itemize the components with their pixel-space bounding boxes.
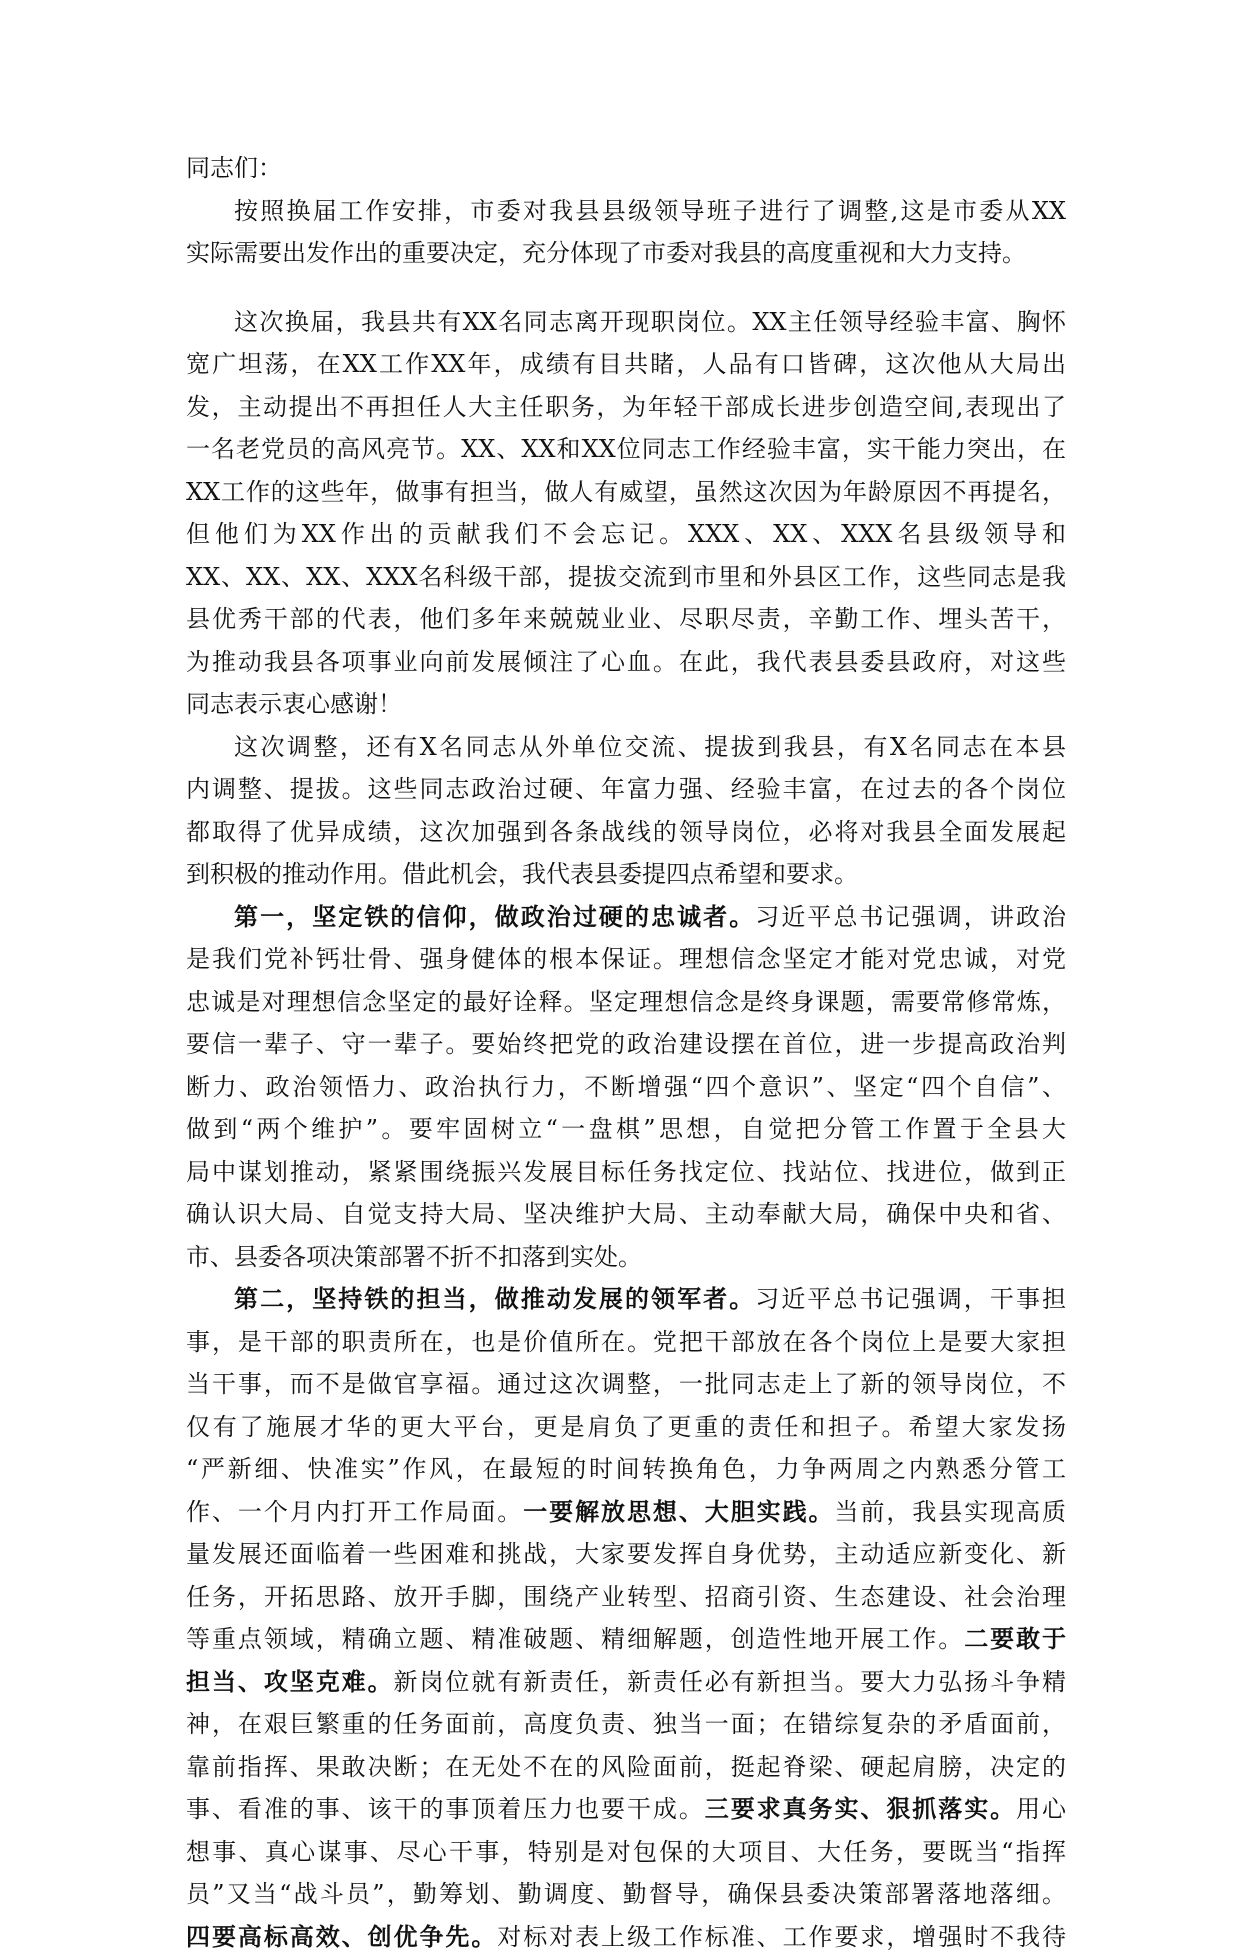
text-line: 内调整、提拔。这些同志政治过硬、年富力强、经验丰富，在过去的各个岗位 xyxy=(186,775,1066,803)
text-line: 为推动我县各项事业向前发展倾注了心血。在此，我代表县委县政府，对这些 xyxy=(186,647,1066,676)
bold-heading-run: 担当、攻坚克难。 xyxy=(186,1666,394,1696)
bold-heading-run: 第一，坚定铁的信仰，做政治过硬的忠诚者。 xyxy=(234,901,756,931)
text-line xyxy=(186,1662,1066,1702)
text-line: XX工作的这些年，做事有担当，做人有威望，虽然这次因为年龄原因不再提名， xyxy=(186,477,1066,506)
bold-heading-run: 第二，坚持铁的担当，做推动发展的领军者。 xyxy=(234,1284,756,1313)
text-line: 要信一辈子、守一辈子。要始终把党的政治建设摆在首位，进一步提高政治判 xyxy=(186,1030,1066,1058)
text-line: 断力、政治领悟力、政治执行力，不断增强“四个意识”、坚定“四个自信”、 xyxy=(186,1072,1066,1101)
text-line: 但他们为XX作出的贡献我们不会忘记。XXX、XX、XXX名县级领导和 xyxy=(186,520,1066,548)
text-line: 想事、真心谋事、尽心干事，特别是对包保的大项目、大任务，要既当“指挥 xyxy=(186,1837,1066,1866)
text-line: 仅有了施展才华的更大平台，更是肩负了更重的责任和担子。希望大家发扬 xyxy=(186,1412,1066,1441)
text-run: 新岗位就有新责任，新责任必有新担当。要大力弘扬斗争精 xyxy=(393,1667,1066,1696)
text-run: 当前，我县实现高质 xyxy=(834,1497,1066,1526)
bold-heading-run: 一要解放思想、大胆实践。 xyxy=(523,1496,835,1526)
text-line: 员”又当“战斗员”，勤筹划、勤调度、勤督导，确保县委决策部署落地落细。 xyxy=(186,1880,1066,1908)
text-line xyxy=(186,1917,1066,1957)
bold-heading-run: 四要高标高效、创优争先。 xyxy=(186,1921,498,1951)
text-line xyxy=(234,897,1066,937)
text-run: 习近平总书记强调，干事担 xyxy=(755,1285,1066,1313)
text-line: “严新细、快准实”作风，在最短的时间转换角色，力争两周之内熟悉分管工 xyxy=(186,1455,1066,1483)
text-line: 任务，开拓思路、放开手脚，围绕产业转型、招商引资、生态建设、社会治理 xyxy=(186,1582,1066,1611)
text-line: 同志表示衷心感谢！ xyxy=(186,690,402,718)
text-line: 市、县委各项决策部署不折不扣落到实处。 xyxy=(186,1242,642,1271)
text-run: 用心 xyxy=(1016,1795,1066,1823)
text-line xyxy=(234,1279,1066,1319)
text-run: 等重点领域，精确立题、精准破题、精细解题，创造性地开展工作。 xyxy=(186,1625,965,1653)
text-line: 忠诚是对理想信念坚定的最好诠释。坚定理想信念是终身课题，需要常修常炼， xyxy=(186,987,1066,1016)
text-line xyxy=(186,1492,1066,1532)
text-line: 这次调整，还有X名同志从外单位交流、提拔到我县，有X名同志在本县 xyxy=(234,732,1066,761)
text-line: XX、XX、XX、XXX名科级干部，提拔交流到市里和外县区工作，这些同志是我 xyxy=(186,562,1066,591)
text-line: 做到“两个维护”。要牢固树立“一盘棋”思想，自觉把分管工作置于全县大 xyxy=(186,1115,1066,1143)
text-line: 量发展还面临着一些困难和挑战，大家要发挥自身优势，主动适应新变化、新 xyxy=(186,1540,1066,1568)
bold-heading-run: 三要求真务实、狠抓落实。 xyxy=(704,1794,1017,1823)
text-line: 发，主动提出不再担任人大主任职务，为年轻干部成长进步创造空间,表现出了 xyxy=(186,392,1066,421)
text-run: 对标对表上级工作标准、工作要求，增强时不我待 xyxy=(497,1922,1066,1951)
text-line: 按照换届工作安排，市委对我县县级领导班子进行了调整,这是市委从XX xyxy=(234,196,1066,225)
text-line: 都取得了优异成绩，这次加强到各条战线的领导岗位，必将对我县全面发展起 xyxy=(186,817,1066,846)
text-run: 习近平总书记强调，讲政治 xyxy=(755,902,1066,931)
text-line: 实际需要出发作出的重要决定，充分体现了市委对我县的高度重视和大力支持。 xyxy=(186,239,1026,267)
text-line: 一名老党员的高风亮节。XX、XX和XX位同志工作经验丰富，实干能力突出，在 xyxy=(186,435,1066,463)
text-line: 局中谋划推动，紧紧围绕振兴发展目标任务找定位、找站位、找进位，做到正 xyxy=(186,1157,1066,1186)
text-line: 靠前指挥、果敢决断；在无处不在的风险面前，挺起脊梁、硬起肩膀，决定的 xyxy=(186,1752,1066,1781)
text-line: 县优秀干部的代表，他们多年来兢兢业业、尽职尽责，辛勤工作、埋头苦干， xyxy=(186,605,1066,633)
text-line: 这次换届，我县共有XX名同志离开现职岗位。XX主任领导经验丰富、胸怀 xyxy=(234,307,1066,336)
text-line: 是我们党补钙壮骨、强身健体的根本保证。理想信念坚定才能对党忠诚，对党 xyxy=(186,945,1066,973)
text-line: 同志们： xyxy=(186,154,282,182)
text-run: 事、看准的事、该干的事顶着压力也要干成。 xyxy=(186,1795,705,1823)
text-line: 当干事，而不是做官享福。通过这次调整，一批同志走上了新的领导岗位，不 xyxy=(186,1370,1066,1398)
text-line: 到积极的推动作用。借此机会，我代表县委提四点希望和要求。 xyxy=(186,860,858,888)
text-run: 作、一个月内打开工作局面。 xyxy=(186,1497,524,1526)
text-line xyxy=(186,1789,1066,1829)
text-line: 宽广坦荡，在XX工作XX年，成绩有目共睹，人品有口皆碑，这次他从大局出 xyxy=(186,350,1066,378)
text-line: 确认识大局、自觉支持大局、坚决维护大局、主动奉献大局，确保中央和省、 xyxy=(186,1200,1066,1228)
bold-heading-run: 二要敢于 xyxy=(964,1624,1066,1653)
text-line xyxy=(186,1619,1066,1659)
text-line: 神，在艰巨繁重的任务面前，高度负责、独当一面；在错综复杂的矛盾面前， xyxy=(186,1710,1066,1738)
text-line: 事，是干部的职责所在，也是价值所在。党把干部放在各个岗位上是要大家担 xyxy=(186,1327,1066,1356)
